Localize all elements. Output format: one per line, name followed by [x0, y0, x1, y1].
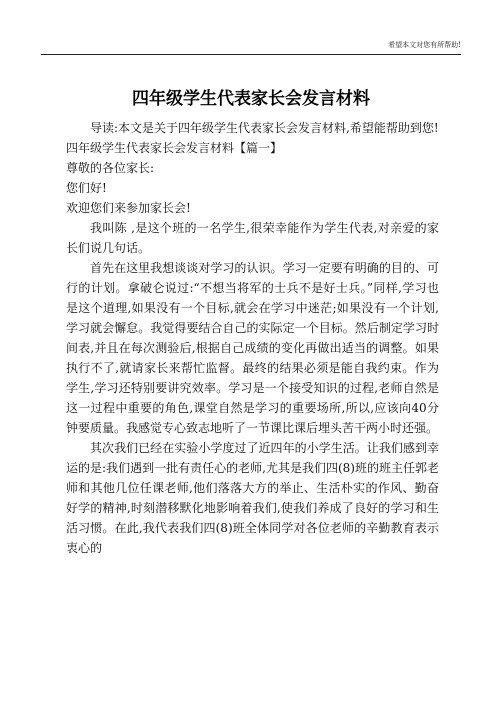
header-note: 希望本文对您有所帮助! — [388, 41, 461, 49]
salutation: 尊敬的各位家长: — [66, 161, 155, 175]
paragraph-teachers: 其次我们已经在实验小学度过了近四年的小学生活。让我们感到幸运的是:我们遇到一批有责任心的老师,尤其是我们四(8)班的班主任郭老师和其他几位任课老师,他们落落大方的举止、生活朴实的作风、勤奋好学的精神,时刻潜移默化地影响着我们,使我们养成了良好的学习和生活习惯。在此,我代表我们四(8)班全体同学对各位老师的辛勤教育表示衷心的 — [66, 441, 439, 555]
header-divider — [41, 54, 461, 55]
document-title: 四年级学生代表家长会发言材料 — [132, 89, 370, 109]
paragraph-learning: 首先在这里我想谈谈对学习的认识。学习一定要有明确的目的、可行的计划。拿破仑说过:“不想当将军的士兵不是好士兵。”同样,学习也是这个道理,如果没有一个目标,就会在学习中迷茫;如果没有一个计划,学习就会懈怠。我觉得要结合自己的实际定一个目标。然后制定学习时间表,并且在每次测验后,根据自己成绩的变化再做出适当的调整。如果执行不了,就请家长来帮忙监督。最终的结果必须是能自我约束。作为学生,学习还特别要讲究效率。学习是一个接受知识的过程,老师自然是这一过程中重要的角色,课堂自然是学习的重要场所,所以,应该向40分钟要质量。我感觉专心致志地听了一节课比课后埋头苦干两小时还强。 — [66, 261, 439, 435]
welcome-line: 欢迎您们来参加家长会! — [66, 201, 191, 215]
greeting: 您们好! — [66, 181, 107, 195]
document-body — [66, 118, 439, 558]
paragraph-introduction: 我叫陈 ,是这个班的一名学生,很荣幸能作为学生代表,对亲爱的家长们说几句话。 — [66, 221, 439, 255]
section-heading: 四年级学生代表家长会发言材料【篇一】 — [66, 141, 283, 155]
intro-paragraph: 导读:本文是关于四年级学生代表家长会发言材料,希望能帮助到您! — [90, 121, 439, 135]
